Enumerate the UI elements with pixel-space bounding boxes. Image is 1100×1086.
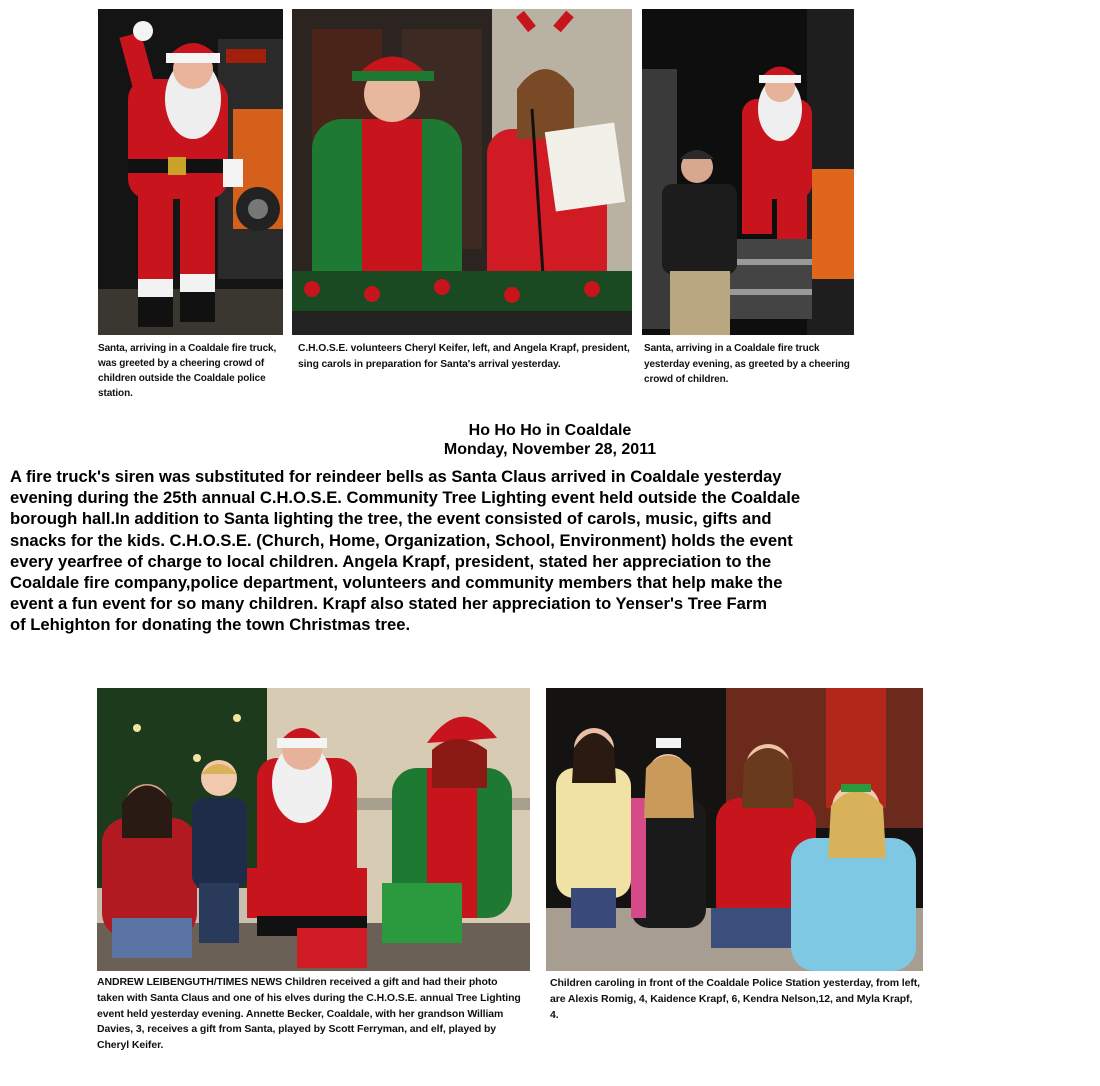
article-line: borough hall.In addition to Santa lighting the tree, the event consisted of carols, music, gifts and (10, 509, 772, 529)
photo-santa-gift (97, 688, 530, 971)
photo-santa-arriving (98, 9, 283, 335)
caption-santa-arriving: Santa, arriving in a Coaldale fire truck, was greeted by a cheering crowd of children outside the Coaldale police station. (98, 343, 277, 399)
article-line: snacks for the kids. C.H.O.S.E. (Church, Home, Organization, School, Environment) holds the event (10, 530, 793, 550)
photo-volunteers-caroling (292, 9, 632, 335)
caption-santa-fire-truck: Santa, arriving in a Coaldale fire truck yesterday evening, as greeted by a cheering crowd of children. (644, 343, 850, 385)
article-title: Ho Ho Ho in Coaldale (468, 422, 632, 439)
photo-santa-fire-truck (642, 9, 854, 335)
article-line: event a fun event for so many children. Krapf also stated her appreciation to Yenser's Tree Farm (10, 594, 768, 614)
article-line: of Lehighton for donating the town Christmas tree. (10, 615, 411, 635)
article-line: Coaldale fire company,police department, volunteers and community members that help make the (10, 573, 783, 593)
caption-santa-gift-text: Children received a gift and had their photo taken with Santa Claus and one of his elves during the C.H.O.S.E. annual Tree Lighting event held yesterday evening. Annette Becker, Coaldale, with her grandson William Davies, 3, receives a gift from Santa, played by Scott Ferryman, and elf, played by Cheryl Keifer. (97, 976, 521, 1052)
article-line: every yearfree of charge to local children. Angela Krapf, president, stated her appreciation to the (10, 551, 772, 571)
photo-credit: ANDREW LEIBENGUTH/TIMES NEWS (97, 976, 283, 988)
article-line: A fire truck's siren was substituted for reindeer bells as Santa Claus arrived in Coaldale yesterday (10, 467, 782, 486)
article-date: Monday, November 28, 2011 (443, 441, 657, 458)
article-line: evening during the 25th annual C.H.O.S.E. Community Tree Lighting event held outside the Coaldale (10, 488, 801, 508)
photo-children-caroling (546, 688, 923, 971)
caption-volunteers-caroling: C.H.O.S.E. volunteers Cheryl Keifer, left, and Angela Krapf, president, sing carols in preparation for Santa's arrival yesterday. (298, 343, 630, 370)
caption-santa-gift (97, 975, 527, 1054)
caption-children-caroling: Children caroling in front of the Coaldale Police Station yesterday, from left, are Alexis Romig, 4, Kaidence Krapf, 6, Kendra Nelson,12, and Myla Krapf, 4. (550, 977, 920, 1021)
article-body (10, 466, 1095, 636)
